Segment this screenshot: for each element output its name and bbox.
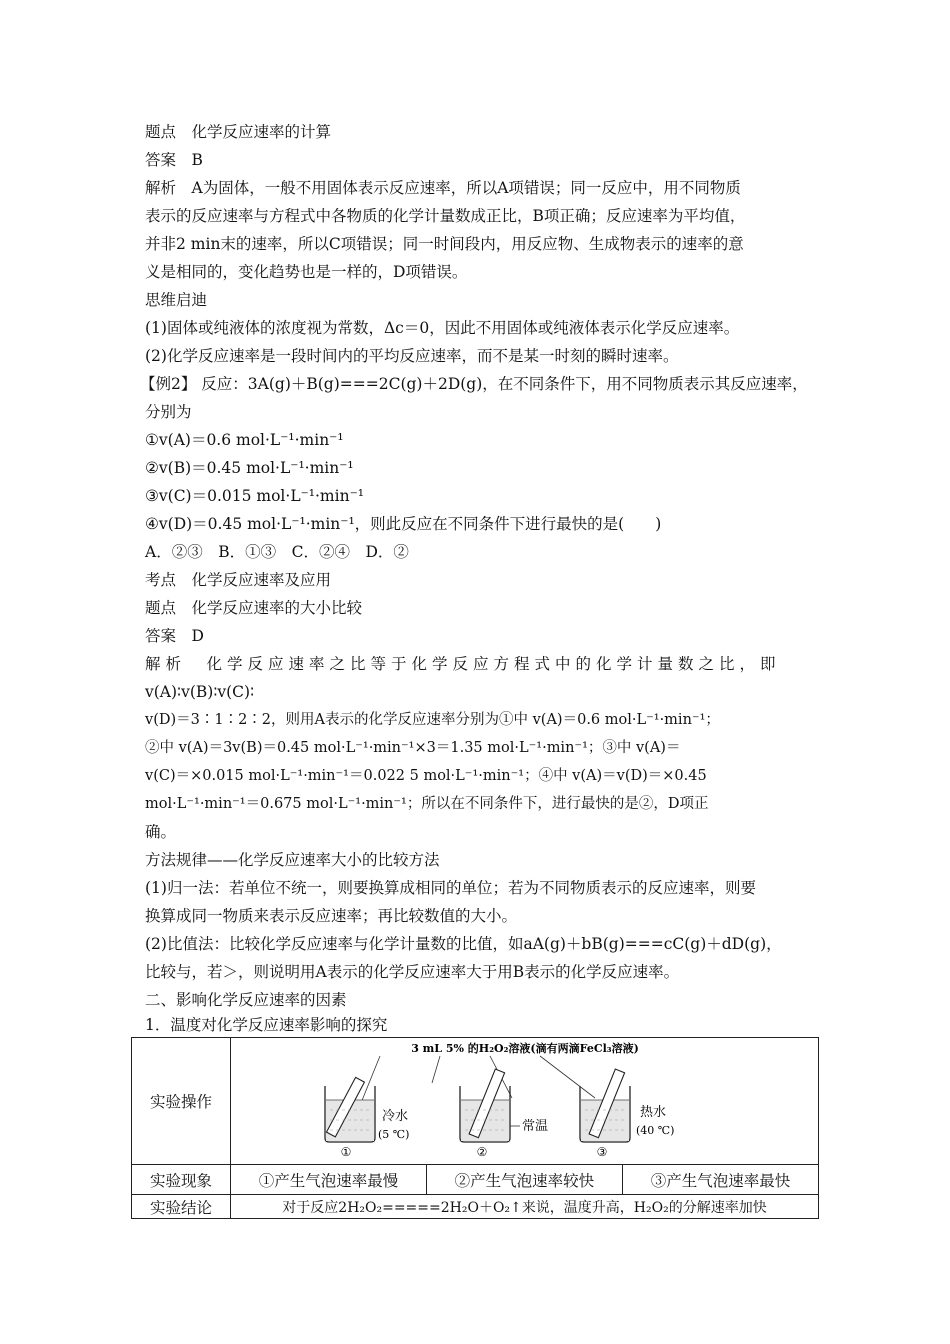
cold-water-label: 冷水 [381, 1109, 408, 1124]
option-line: ③v(C)＝0.015 mol·L⁻¹·min⁻¹ [145, 487, 364, 505]
subsection-heading: 1．温度对化学反应速率影响的探究 [145, 1016, 388, 1034]
section-heading: 方法规律——化学反应速率大小的比较方法 [145, 851, 440, 869]
text-line: 换算成同一物质来表示反应速率；再比较数值的大小。 [145, 907, 518, 925]
text-line: (1)固体或纯液体的浓度视为常数，Δc＝0，因此不用固体或纯液体表示化学反应速率。 [145, 319, 740, 337]
text-line: (2)化学反应速率是一段时间内的平均反应速率，而不是某一时刻的瞬时速率。 [145, 347, 679, 365]
text-line: 分别为 [145, 403, 192, 421]
beaker-number-3: ③ [596, 1145, 607, 1159]
text-line: ②中 v(A)＝3v(B)＝0.45 mol·L⁻¹·min⁻¹×3＝1.35 mol·L⁻¹·min⁻¹；③中 v(A)＝ [145, 740, 681, 756]
text-line: 答案 D [145, 627, 204, 645]
cold-temp-label: (5 ℃) [377, 1128, 409, 1141]
row-label-phenomenon: 实验现象 [132, 1165, 231, 1195]
phenomenon-cell-1: ①产生气泡速率最慢 [231, 1165, 427, 1195]
text-line: v(D)＝3∶1∶2∶2，则用A表示的化学反应速率分别为①中 v(A)＝0.6 mol·L⁻¹·min⁻¹； [145, 712, 720, 728]
text-line: 义是相同的，变化趋势也是一样的，D项错误。 [145, 263, 468, 281]
experiment-figure-cell [231, 1038, 819, 1165]
text-line: 答案 B [145, 151, 203, 169]
conclusion-cell: 对于反应2H₂O₂=====2H₂O＋O₂↑来说，温度升高，H₂O₂的分解速率加快 [231, 1195, 819, 1219]
section-heading: 思维启迪 [145, 291, 208, 309]
experiment-figure [310, 1038, 740, 1160]
text-line: 解析 化学反应速率之比等于化学反应方程式中的化学计量数之比，即 [145, 655, 781, 673]
option-line: ②v(B)＝0.45 mol·L⁻¹·min⁻¹ [145, 459, 354, 477]
example-heading: 【例2】 反应：3A(g)＋B(g)===2C(g)＋2D(g)，在不同条件下，用不同物质表示其反应速率， [140, 375, 808, 393]
room-temp-label: 常温 [521, 1119, 548, 1134]
hot-water-label: 热水 [639, 1105, 666, 1120]
text-line: (1)归一法：若单位不统一，则要换算成相同的单位；若为不同物质表示的反应速率，则要 [145, 879, 756, 897]
text-line: 题点 化学反应速率的计算 [145, 123, 332, 141]
answer-choices: A．②③ B．①③ C．②④ D．② [145, 543, 409, 561]
figure-top-label: 3 mL 5% 的H₂O₂溶液(滴有两滴FeCl₃溶液) [410, 1042, 639, 1055]
beaker-number-2: ② [476, 1145, 487, 1159]
option-line: ④v(D)＝0.45 mol·L⁻¹·min⁻¹，则此反应在不同条件下进行最快的是( ) [145, 515, 662, 533]
section-heading: 二、影响化学反应速率的因素 [145, 991, 347, 1009]
row-label-conclusion: 实验结论 [132, 1195, 231, 1219]
text-line: (2)比值法：比较化学反应速率与化学计量数的比值，如aA(g)＋bB(g)===cC(g)＋dD(g)， [145, 935, 782, 953]
experiment-table [131, 1037, 819, 1219]
text-line: 并非2 min末的速率，所以C项错误；同一时间段内，用反应物、生成物表示的速率的意 [145, 235, 744, 253]
text-line: 考点 化学反应速率及应用 [145, 571, 332, 589]
option-line: ①v(A)＝0.6 mol·L⁻¹·min⁻¹ [145, 431, 344, 449]
text-line: mol·L⁻¹·min⁻¹＝0.675 mol·L⁻¹·min⁻¹；所以在不同条件下，进行最快的是②，D项正 [145, 796, 709, 812]
beaker-number-1: ① [340, 1145, 351, 1159]
text-line: v(A)∶v(B)∶v(C)∶ [145, 683, 255, 701]
row-label-operation: 实验操作 [132, 1038, 231, 1165]
text-line: 表示的反应速率与方程式中各物质的化学计量数成正比，B项正确；反应速率为平均值， [145, 207, 746, 225]
text-line: 题点 化学反应速率的大小比较 [145, 599, 363, 617]
text-line: 确。 [145, 823, 177, 841]
phenomenon-cell-2: ②产生气泡速率较快 [426, 1165, 622, 1195]
text-line: v(C)＝×0.015 mol·L⁻¹·min⁻¹＝0.022 5 mol·L⁻¹·min⁻¹；④中 v(A)＝v(D)＝×0.45 [145, 768, 707, 784]
text-line: 解析 A为固体，一般不用固体表示反应速率，所以A项错误；同一反应中，用不同物质 [145, 179, 741, 197]
hot-temp-label: (40 ℃) [635, 1124, 674, 1137]
beaker-hot [580, 1069, 630, 1142]
phenomenon-cell-3: ③产生气泡速率最快 [622, 1165, 818, 1195]
text-line: 比较与，若＞，则说明用A表示的化学反应速率大于用B表示的化学反应速率。 [145, 963, 680, 981]
